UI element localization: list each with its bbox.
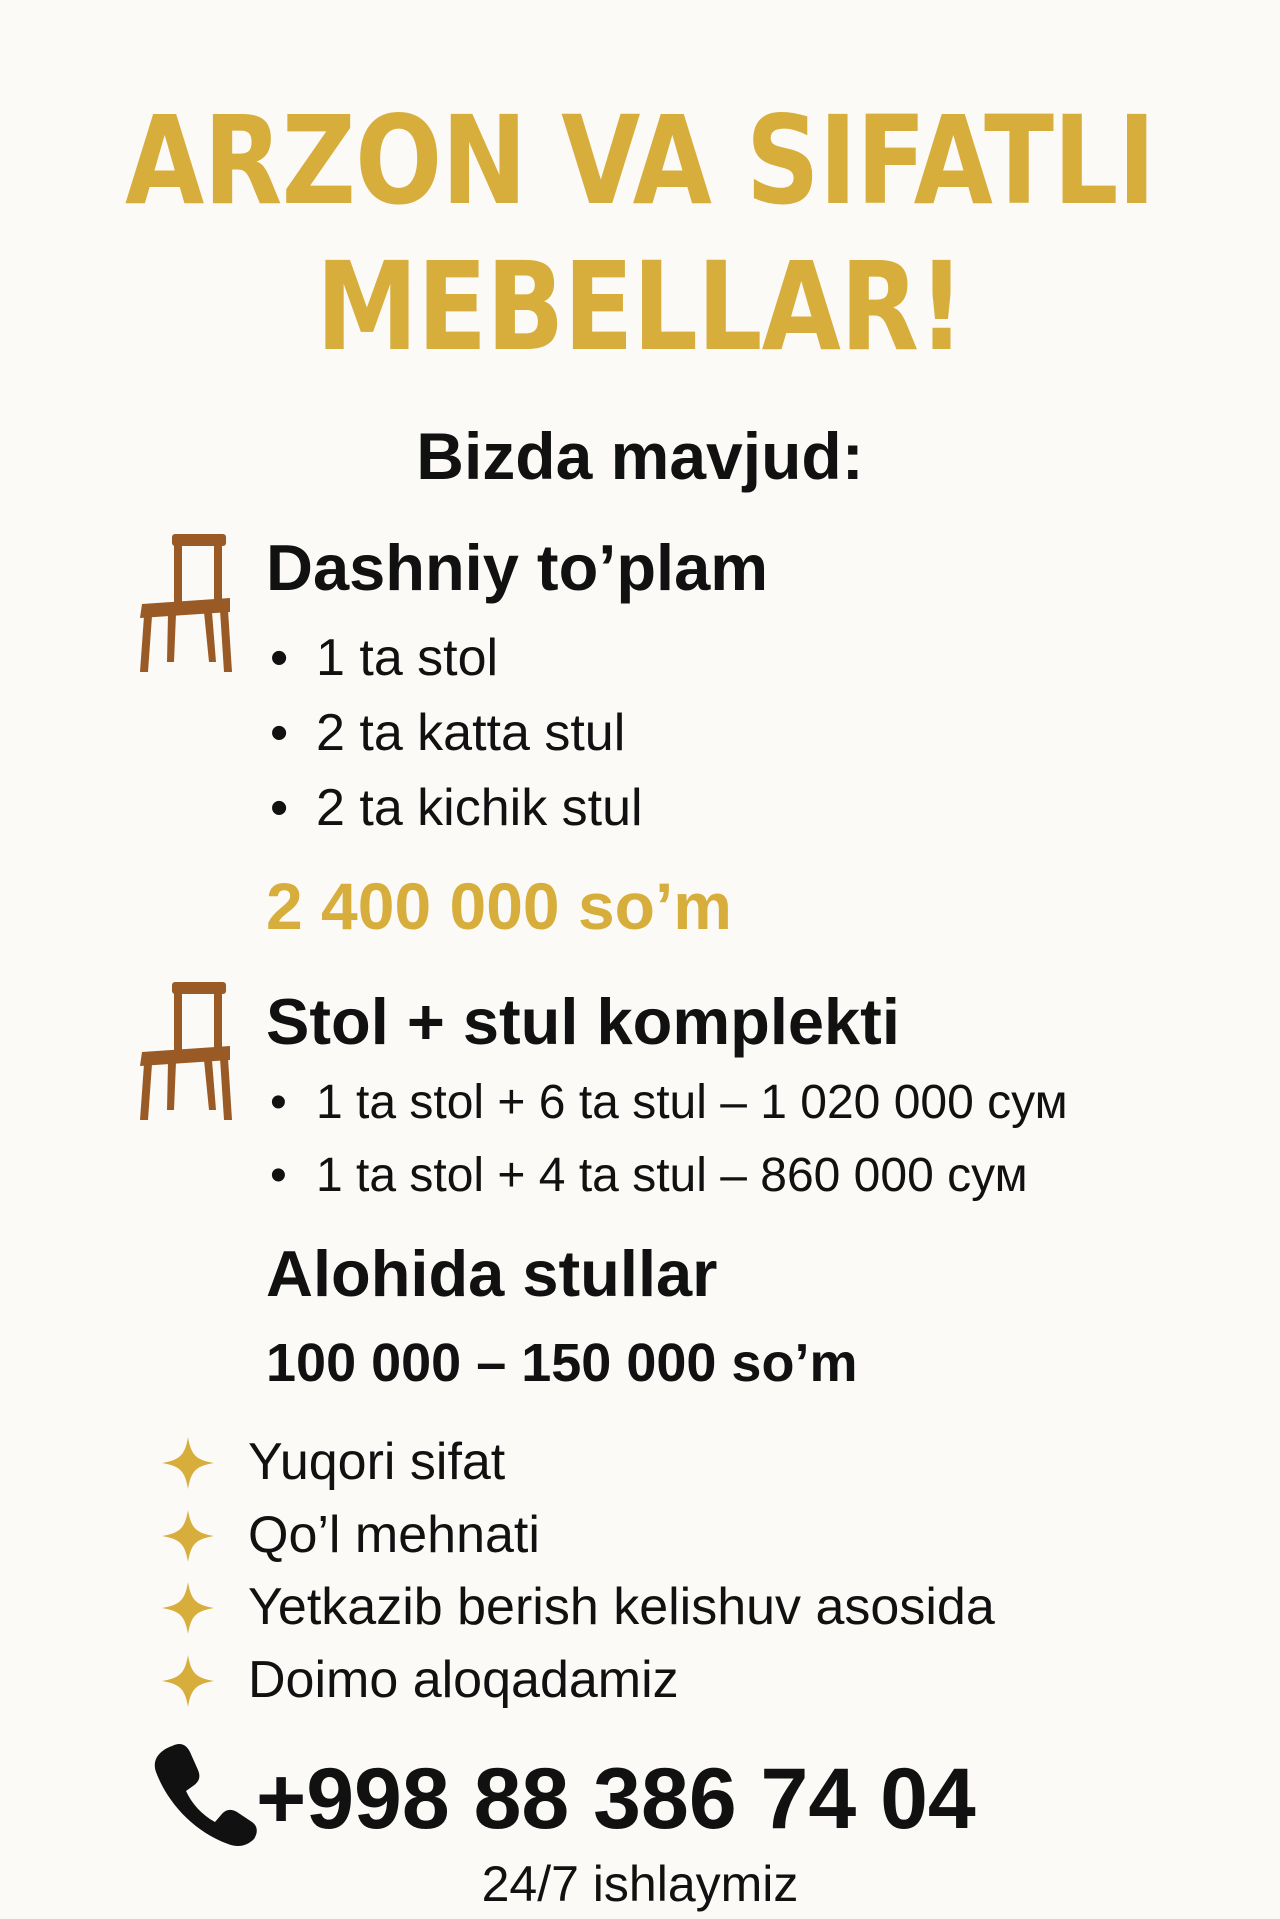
bullet-dot: •: [270, 779, 289, 837]
working-hours: 24/7 ishlaymiz: [481, 1856, 799, 1912]
feature-item: Qo’l mehnati: [248, 1506, 540, 1564]
list-item-text: 2 ta katta stul: [316, 704, 626, 762]
section-title-komplekt: Stol + stul komplekti: [266, 985, 900, 1058]
list-item: [270, 1148, 1028, 1203]
list-item: [270, 778, 643, 838]
sparkle-icon: [160, 1653, 216, 1709]
headline-line-2: MEBELLAR!: [315, 236, 965, 378]
list-item-text: 1 ta stol + 4 ta stul – 860 000 сум: [316, 1149, 1028, 1202]
list-item-text: 1 ta stol: [316, 629, 499, 687]
bullet-dot: •: [270, 629, 289, 687]
phone-icon: [150, 1738, 260, 1848]
chair-icon: [134, 980, 234, 1120]
list-item: [270, 628, 498, 688]
feature-item: Yuqori sifat: [248, 1433, 506, 1491]
bullet-dot: •: [270, 1149, 287, 1202]
sparkle-icon: [160, 1508, 216, 1564]
headline-line-1: ARZON VA SIFATLI: [125, 90, 1155, 232]
bullet-dot: •: [270, 1076, 287, 1129]
section-title-alohida: Alohida stullar: [266, 1237, 718, 1310]
list-item-text: 2 ta kichik stul: [316, 779, 643, 837]
price-dashniy: 2 400 000 so’m: [266, 869, 732, 943]
list-item: [270, 1075, 1068, 1130]
subheading: Bizda mavjud:: [416, 419, 864, 493]
chair-icon: [134, 532, 234, 672]
feature-item: Yetkazib berish kelishuv asosida: [248, 1578, 995, 1636]
section-title-dashniy: Dashniy to’plam: [266, 531, 769, 604]
phone-number[interactable]: +998 88 386 74 04: [256, 1751, 976, 1847]
bullet-dot: •: [270, 704, 289, 762]
feature-item: Doimo aloqadamiz: [248, 1651, 679, 1709]
list-item: [270, 703, 625, 763]
sparkle-icon: [160, 1580, 216, 1636]
price-alohida: 100 000 – 150 000 so’m: [266, 1333, 858, 1393]
sparkle-icon: [160, 1435, 216, 1491]
list-item-text: 1 ta stol + 6 ta stul – 1 020 000 сум: [316, 1076, 1068, 1129]
